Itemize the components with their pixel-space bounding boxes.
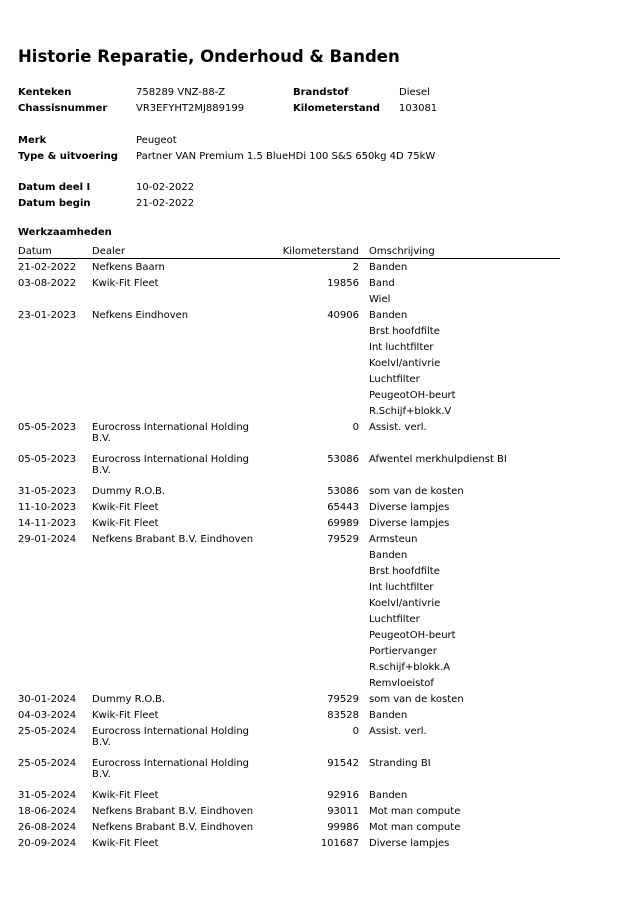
table-row <box>0 822 640 838</box>
merk-value: Peugeot <box>136 135 177 146</box>
row-kilometerstand: 2 <box>352 262 359 273</box>
description-line: som van de kosten <box>369 486 464 497</box>
row-kilometerstand: 19856 <box>327 278 359 289</box>
row-dealer: Kwik-Fit Fleet <box>92 710 159 721</box>
section-title: Werkzaamheden <box>18 227 112 238</box>
description-line: Stranding BI <box>369 758 431 769</box>
description-line: Portiervanger <box>369 646 437 657</box>
description-line: Int luchtfilter <box>369 342 434 353</box>
row-description <box>369 310 456 422</box>
row-kilometerstand: 53086 <box>327 454 359 465</box>
row-dealer: Dummy R.O.B. <box>92 486 166 497</box>
column-header-km: Kilometerstand <box>282 246 359 257</box>
row-dealer: Kwik-Fit Fleet <box>92 278 159 289</box>
description-line: PeugeotOH-beurt <box>369 390 456 401</box>
row-dealer: Eurocross International Holding B.V. <box>92 726 250 748</box>
table-row <box>0 486 640 502</box>
description-line: Koelvl/antivrie <box>369 598 441 609</box>
row-date: 25-05-2024 <box>18 758 77 769</box>
table-row <box>0 534 640 694</box>
column-header-dealer: Dealer <box>92 246 126 257</box>
table-row <box>0 278 640 310</box>
row-description <box>369 486 464 502</box>
row-kilometerstand: 53086 <box>327 486 359 497</box>
row-date: 05-05-2023 <box>18 454 77 465</box>
row-kilometerstand: 91542 <box>327 758 359 769</box>
row-dealer: Eurocross International Holding B.V. <box>92 454 250 476</box>
row-date: 20-09-2024 <box>18 838 77 849</box>
description-line: Luchtfilter <box>369 614 420 625</box>
table-row <box>0 502 640 518</box>
row-description <box>369 838 449 854</box>
page-title: Historie Reparatie, Onderhoud & Banden <box>18 47 400 66</box>
merk-label: Merk <box>18 135 47 146</box>
description-line: Koelvl/antivrie <box>369 358 441 369</box>
row-date: 25-05-2024 <box>18 726 77 737</box>
row-date: 14-11-2023 <box>18 518 77 529</box>
datum-deel-label: Datum deel I <box>18 182 91 193</box>
description-line: Assist. verl. <box>369 726 427 737</box>
table-row <box>0 790 640 806</box>
row-date: 26-08-2024 <box>18 822 77 833</box>
row-description <box>369 758 431 774</box>
description-line: Mot man compute <box>369 806 461 817</box>
row-description <box>369 534 456 694</box>
table-row <box>0 262 640 278</box>
datum-begin-value: 21-02-2022 <box>136 198 195 209</box>
description-line: Banden <box>369 262 408 273</box>
row-description <box>369 726 427 742</box>
description-line: R.Schijf+blokk.V <box>369 406 452 417</box>
table-row <box>0 310 640 422</box>
work-table <box>0 262 640 854</box>
row-kilometerstand: 92916 <box>327 790 359 801</box>
header-divider <box>18 258 560 259</box>
row-date: 03-08-2022 <box>18 278 77 289</box>
description-line: Brst hoofdfilte <box>369 326 440 337</box>
kenteken-value: 758289 VNZ-88-Z <box>136 87 226 98</box>
row-description <box>369 454 507 470</box>
description-line: Diverse lampjes <box>369 502 450 513</box>
row-kilometerstand: 101687 <box>320 838 359 849</box>
row-date: 23-01-2023 <box>18 310 77 321</box>
row-date: 11-10-2023 <box>18 502 77 513</box>
table-row <box>0 806 640 822</box>
row-description <box>369 806 460 822</box>
row-dealer: Eurocross International Holding B.V. <box>92 758 250 780</box>
description-line: Wiel <box>369 294 391 305</box>
row-description <box>369 422 427 438</box>
row-kilometerstand: 83528 <box>327 710 359 721</box>
row-date: 30-01-2024 <box>18 694 77 705</box>
row-kilometerstand: 99986 <box>327 822 359 833</box>
row-description <box>369 502 449 518</box>
row-dealer: Nefkens Brabant B.V. Eindhoven <box>92 534 254 545</box>
datum-begin-label: Datum begin <box>18 198 91 209</box>
row-date: 04-03-2024 <box>18 710 77 721</box>
table-row <box>0 694 640 710</box>
row-date: 18-06-2024 <box>18 806 77 817</box>
description-line: Armsteun <box>369 534 418 545</box>
column-header-description: Omschrijving <box>369 246 435 257</box>
type-value: Partner VAN Premium 1.5 BlueHDi 100 S&S 650kg 4D 75kW <box>136 151 436 162</box>
description-line: Mot man compute <box>369 822 461 833</box>
description-line: Afwentel merkhulpdienst BI <box>369 454 507 465</box>
description-line: R.schijf+blokk.A <box>369 662 451 673</box>
row-dealer: Nefkens Baarn <box>92 262 165 273</box>
description-line: Diverse lampjes <box>369 838 450 849</box>
table-row <box>0 758 640 790</box>
row-dealer: Dummy R.O.B. <box>92 694 166 705</box>
chassis-label: Chassisnummer <box>18 103 108 114</box>
type-label: Type & uitvoering <box>18 151 118 162</box>
kilometerstand-label: Kilometerstand <box>293 103 380 114</box>
row-description <box>369 710 407 726</box>
kilometerstand-value: 103081 <box>399 103 438 114</box>
row-dealer: Nefkens Brabant B.V. Eindhoven <box>92 822 254 833</box>
row-kilometerstand: 93011 <box>327 806 359 817</box>
description-line: Banden <box>369 710 408 721</box>
column-header-date: Datum <box>18 246 52 257</box>
row-description <box>369 790 407 806</box>
row-kilometerstand: 65443 <box>327 502 359 513</box>
description-line: Remvloeistof <box>369 678 434 689</box>
row-kilometerstand: 0 <box>352 726 359 737</box>
row-kilometerstand: 40906 <box>327 310 359 321</box>
row-description <box>369 694 464 710</box>
description-line: Int luchtfilter <box>369 582 434 593</box>
description-line: Banden <box>369 310 408 321</box>
description-line: Banden <box>369 550 408 561</box>
description-line: Brst hoofdfilte <box>369 566 440 577</box>
row-dealer: Eurocross International Holding B.V. <box>92 422 250 444</box>
description-line: PeugeotOH-beurt <box>369 630 456 641</box>
row-dealer: Nefkens Brabant B.V. Eindhoven <box>92 806 254 817</box>
row-dealer: Kwik-Fit Fleet <box>92 502 159 513</box>
row-kilometerstand: 69989 <box>327 518 359 529</box>
row-dealer: Nefkens Eindhoven <box>92 310 189 321</box>
row-description <box>369 278 395 310</box>
brandstof-value: Diesel <box>399 87 430 98</box>
table-row <box>0 422 640 454</box>
row-date: 31-05-2024 <box>18 790 77 801</box>
description-line: Band <box>369 278 395 289</box>
row-date: 21-02-2022 <box>18 262 77 273</box>
row-kilometerstand: 79529 <box>327 534 359 545</box>
row-date: 29-01-2024 <box>18 534 77 545</box>
chassis-value: VR3EFYHT2MJ889199 <box>136 103 245 114</box>
row-kilometerstand: 0 <box>352 422 359 433</box>
table-row <box>0 454 640 486</box>
row-dealer: Kwik-Fit Fleet <box>92 790 159 801</box>
row-description <box>369 518 449 534</box>
table-row <box>0 518 640 534</box>
row-description <box>369 822 460 838</box>
description-line: som van de kosten <box>369 694 464 705</box>
description-line: Banden <box>369 790 408 801</box>
row-date: 31-05-2023 <box>18 486 77 497</box>
row-dealer: Kwik-Fit Fleet <box>92 838 159 849</box>
description-line: Assist. verl. <box>369 422 427 433</box>
datum-deel-value: 10-02-2022 <box>136 182 195 193</box>
row-description <box>369 262 407 278</box>
row-date: 05-05-2023 <box>18 422 77 433</box>
kenteken-label: Kenteken <box>18 87 72 98</box>
description-line: Diverse lampjes <box>369 518 450 529</box>
table-row <box>0 710 640 726</box>
brandstof-label: Brandstof <box>293 87 349 98</box>
row-dealer: Kwik-Fit Fleet <box>92 518 159 529</box>
table-row <box>0 838 640 854</box>
table-row <box>0 726 640 758</box>
description-line: Luchtfilter <box>369 374 420 385</box>
row-kilometerstand: 79529 <box>327 694 359 705</box>
